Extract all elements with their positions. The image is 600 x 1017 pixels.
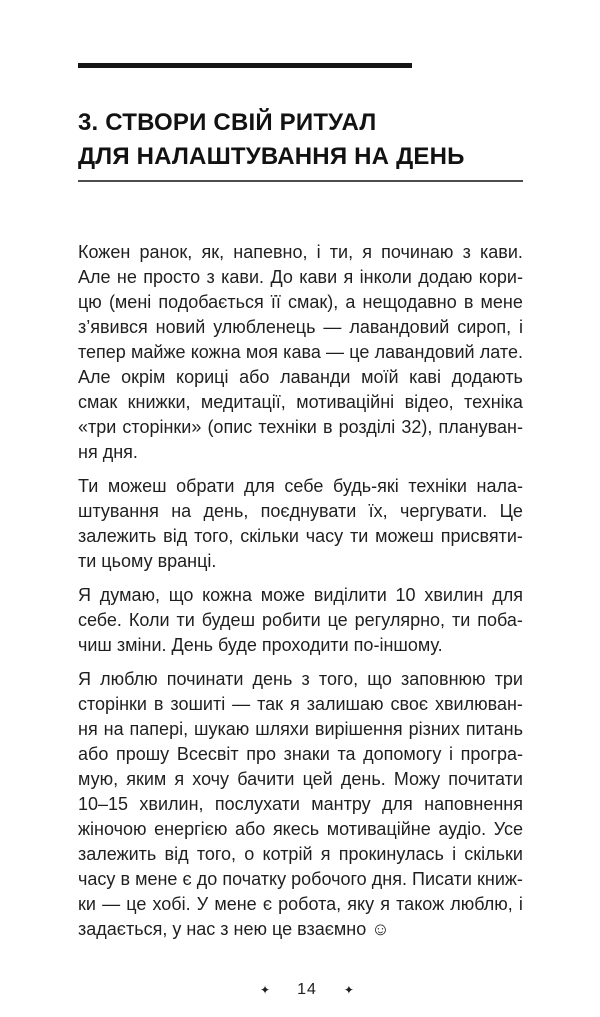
text-line: ня на папері, шукаю шляхи вирішення різних питань [78,719,523,739]
paragraph [78,583,523,658]
chapter-rule-bottom [78,180,523,182]
chapter-rule-top [78,63,412,68]
text-line: задається, у нас з нею це взаємно ☺ [78,919,390,939]
text-line: 10–15 хвилин, послухати мантру для наповнення [78,794,523,814]
text-line: «три сторінки» (опис техніки в розділі 32), плануван- [78,417,523,437]
paragraph [78,474,523,574]
text-line: Ти можеш обрати для себе будь-які техніки нала- [78,476,523,496]
text-line: Але окрім кориці або лаванди моїй каві додають [78,367,523,387]
text-line: Я думаю, що кожна може виділити 10 хвилин для [78,585,523,605]
page-footer [7,981,600,999]
text-line: штування на день, поєднувати їх, чергувати. Це [78,501,523,521]
chapter-title [78,106,538,174]
text-line: ки — це хобі. У мене є робота, яку я також люблю, і [78,894,523,914]
text-line: Я люблю починати день з того, що заповнюю три [78,669,523,689]
chapter-title-line-1: 3. СТВОРИ СВІЙ РИТУАЛ [78,109,377,136]
paragraph [78,667,523,942]
text-line: чиш зміни. День буде проходити по-іншому. [78,635,443,655]
text-line: Кожен ранок, як, напевно, і ти, я починаю з кави. [78,242,523,262]
footer-star-left-icon: ✦ [260,983,271,997]
paragraph [78,240,523,465]
text-line: смак книжки, медитації, мотиваційні відео, техніка [78,392,523,412]
footer-star-right-icon: ✦ [343,983,354,997]
text-line: ти цьому вранці. [78,551,217,571]
text-line: цю (мені подобається її смак), а нещодавно в мене [78,292,523,312]
text-line: Але не просто з кави. До кави я інколи додаю кори- [78,267,523,287]
text-line: тепер майже кожна моя кава — це лавандовий лате. [78,342,523,362]
page-number: 14 [297,981,317,998]
text-line: себе. Коли ти будеш робити це регулярно, ти поба- [78,610,523,630]
text-line: залежить від того, скільки часу ти можеш присвяти- [78,526,523,546]
chapter-title-line-2: ДЛЯ НАЛАШТУВАННЯ НА ДЕНЬ [78,143,465,170]
text-line: часу в мене є до початку робочого дня. Писати книж- [78,869,523,889]
text-line: сторінки в зошиті — так я залишаю своє хвилюван- [78,694,523,714]
text-line: ня дня. [78,442,138,462]
text-line: або прошу Всесвіт про знаки та допомогу і програ- [78,744,523,764]
text-line: залежить від того, о котрій я прокинулась і скільки [78,844,523,864]
body-text [78,240,523,951]
text-line: жіночою енергією або якесь мотиваційне аудіо. Усе [78,819,523,839]
text-line: мую, яким я хочу бачити цей день. Можу почитати [78,769,523,789]
text-line: з’явився новий улюбленець — лавандовий сироп, і [78,317,523,337]
